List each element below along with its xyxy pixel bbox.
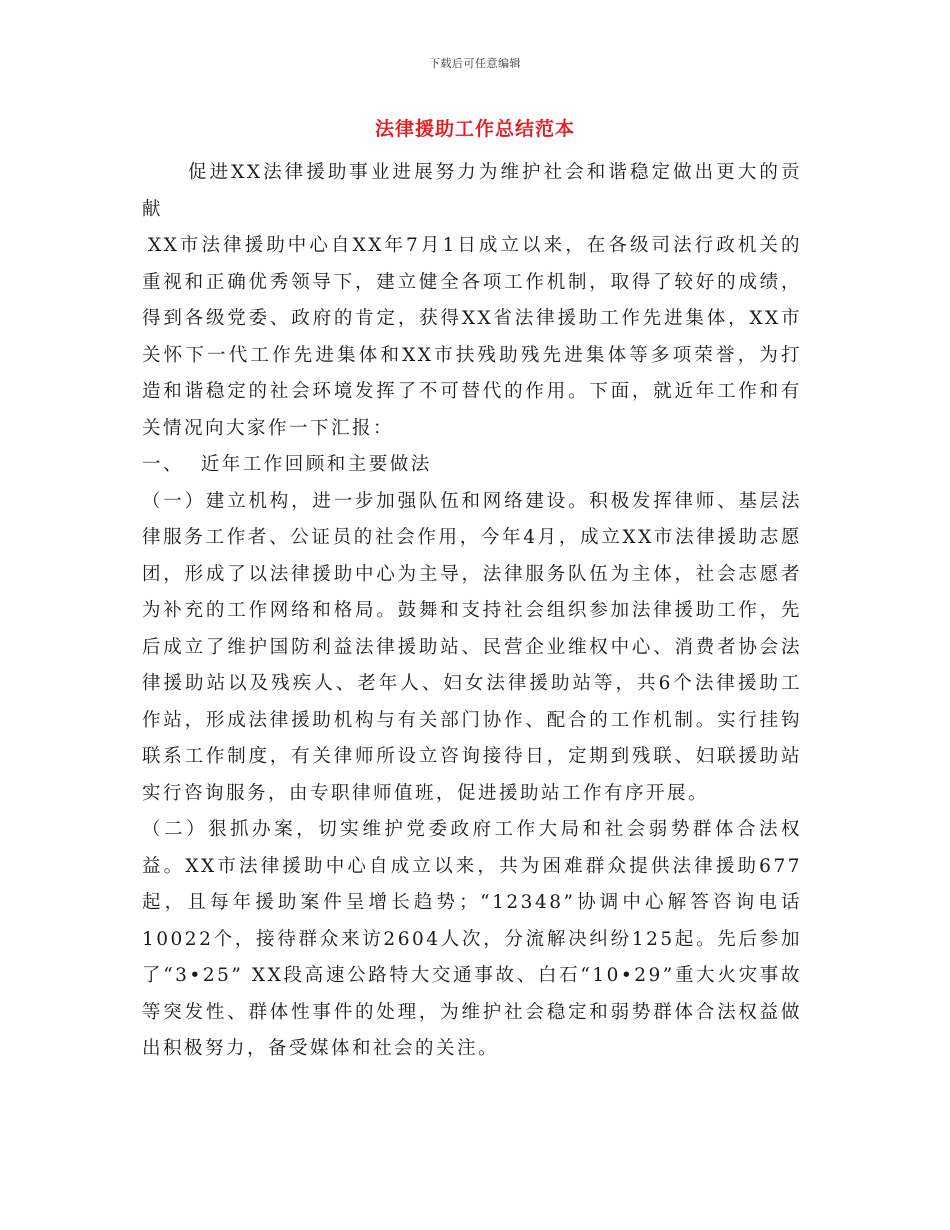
body-paragraph: （二）狠抓办案，切实维护党委政府工作大局和社会弱势群体合法权益。XX市法律援助中心自成立以来，共为困难群众提供法律援助677起，且每年援助案件呈增长趋势；“12348”协调中心解答咨询电话10022个，接待群众来访2604人次，分流解决纠纷125起。先后参加了“3•25” XX段高速公路特大交通事故、白石“10•29”重大火灾事故等突发性、群体性事件的处理，为维护社会稳定和弱势群体合法权益做出积极努力，备受媒体和社会的关注。: [142, 819, 802, 1059]
section-heading: 一、 近年工作回顾和主要做法: [142, 454, 432, 475]
document-subtitle: 促进XX法律援助事业进展努力为维护社会和谐稳定做出更大的贡献: [142, 162, 802, 220]
document-body: [142, 155, 802, 1068]
document-title: 法律援助工作总结范本: [374, 118, 575, 140]
page-header-note: 下载后可任意编辑: [429, 57, 521, 70]
body-paragraph: （一）建立机构，进一步加强队伍和网络建设。积极发挥律师、基层法律服务工作者、公证员的社会作用，今年4月，成立XX市法律援助志愿团，形成了以法律援助中心为主导，法律服务队伍为主体，社会志愿者为补充的工作网络和格局。鼓舞和支持社会组织参加法律援助工作，先后成立了维护国防利益法律援助站、民营企业维权中心、消费者协会法律援助站以及残疾人、老年人、妇女法律援助站等，共6个法律援助工作站，形成法律援助机构与有关部门协作、配合的工作机制。实行挂钩联系工作制度，有关律师所设立咨询接待日，定期到残联、妇联援助站实行咨询服务，由专职律师值班，促进援助站工作有序开展。: [142, 490, 802, 804]
intro-paragraph: XX市法律援助中心自XX年7月1日成立以来，在各级司法行政机关的重视和正确优秀领导下，建立健全各项工作机制，取得了较好的成绩，得到各级党委、政府的肯定，获得XX省法律援助工作先进集体，XX市关怀下一代工作先进集体和XX市扶残助残先进集体等多项荣誉，为打造和谐稳定的社会环境发挥了不可替代的作用。下面，就近年工作和有关情况向大家作一下汇报：: [142, 235, 802, 439]
